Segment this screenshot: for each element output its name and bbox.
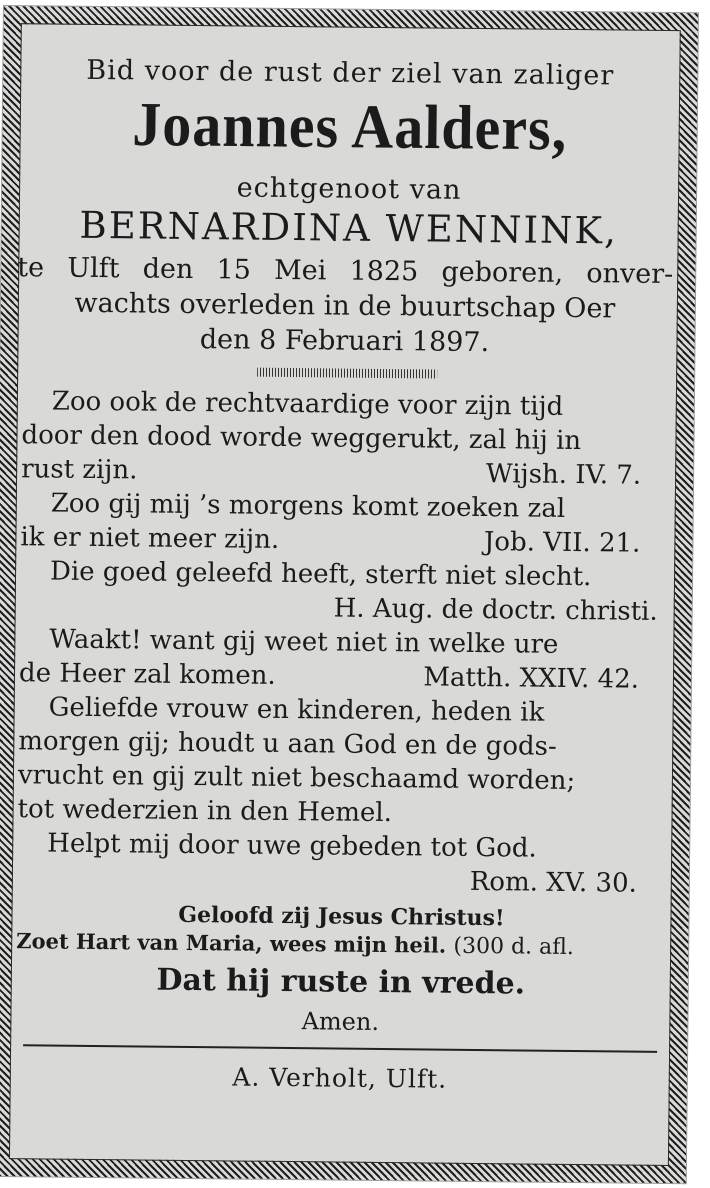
intro-line: Bid voor de rust der ziel van zaliger	[86, 54, 615, 92]
verse-reference: Job. VII. 21.	[483, 527, 641, 559]
verse	[20, 554, 670, 595]
deceased-name: Joannes Aalders,	[131, 88, 568, 164]
birth-death-text	[16, 250, 673, 362]
amen-line: Amen.	[301, 1007, 380, 1036]
indulgence-note: (300 d. afl.	[453, 933, 574, 961]
verse-line: ik er niet meer zijn.	[20, 522, 280, 555]
verse-line: Waakt! want gij weet niet in welke ure	[49, 624, 559, 660]
card-text	[15, 54, 676, 1096]
verse-line: rust zijn.	[20, 454, 138, 486]
birth-line: te Ulft den 15 Mei 1825 geboren, onver-	[17, 252, 674, 291]
prayer-mary: Zoet Hart van Maria, wees mijn heil.	[16, 928, 447, 958]
verse-line: tot wederzien in den Hemel.	[17, 794, 393, 829]
verse-line: door den dood worde weggerukt, zal hij in	[21, 420, 582, 457]
verse	[17, 826, 667, 867]
verse-line: Geliefde vrouw en kinderen, heden ik	[48, 692, 545, 728]
verse-line: vrucht en gij zult niet beschaamd worden;	[17, 760, 576, 797]
verse-line: Helpt mij door uwe gebeden tot God.	[47, 828, 537, 864]
closing-line: Dat hij ruste in vrede.	[156, 962, 526, 1002]
spouse-lead: echtgenoot van	[236, 172, 462, 206]
spouse-name: BERNARDINA WENNINK,	[79, 203, 619, 253]
verse-reference: H. Aug. de doctr. christi.	[333, 593, 658, 627]
verse-line: Die goed geleefd heeft, sterft niet slecht.	[49, 556, 592, 593]
verse-line: Zoo gij mij ’s morgens komt zoeken zal	[50, 488, 566, 524]
verse-reference: Wijsh. IV. 7.	[485, 459, 642, 491]
printer-imprint: A. Verholt, Ulft.	[232, 1062, 448, 1094]
divider	[23, 1044, 657, 1053]
verse-line: morgen gij; houdt u aan God en de gods-	[18, 726, 557, 762]
ornamental-rule	[257, 368, 437, 379]
verse-reference: Rom. XV. 30.	[469, 866, 638, 899]
memorial-card	[0, 6, 698, 1183]
verse-reference: Matth. XXIV. 42.	[423, 662, 640, 695]
prayer-jesus: Geloofd zij Jesus Christus!	[178, 901, 505, 932]
verse-line: de Heer zal komen.	[18, 658, 276, 691]
birth-line: wachts overleden in de buurtschap Oer	[74, 287, 616, 325]
verse-line: Zoo ook de rechtvaardige voor zijn tijd	[51, 386, 564, 422]
prayer-mary-line	[16, 926, 666, 964]
verse	[17, 690, 668, 833]
birth-line: den 8 Februari 1897.	[199, 324, 490, 359]
